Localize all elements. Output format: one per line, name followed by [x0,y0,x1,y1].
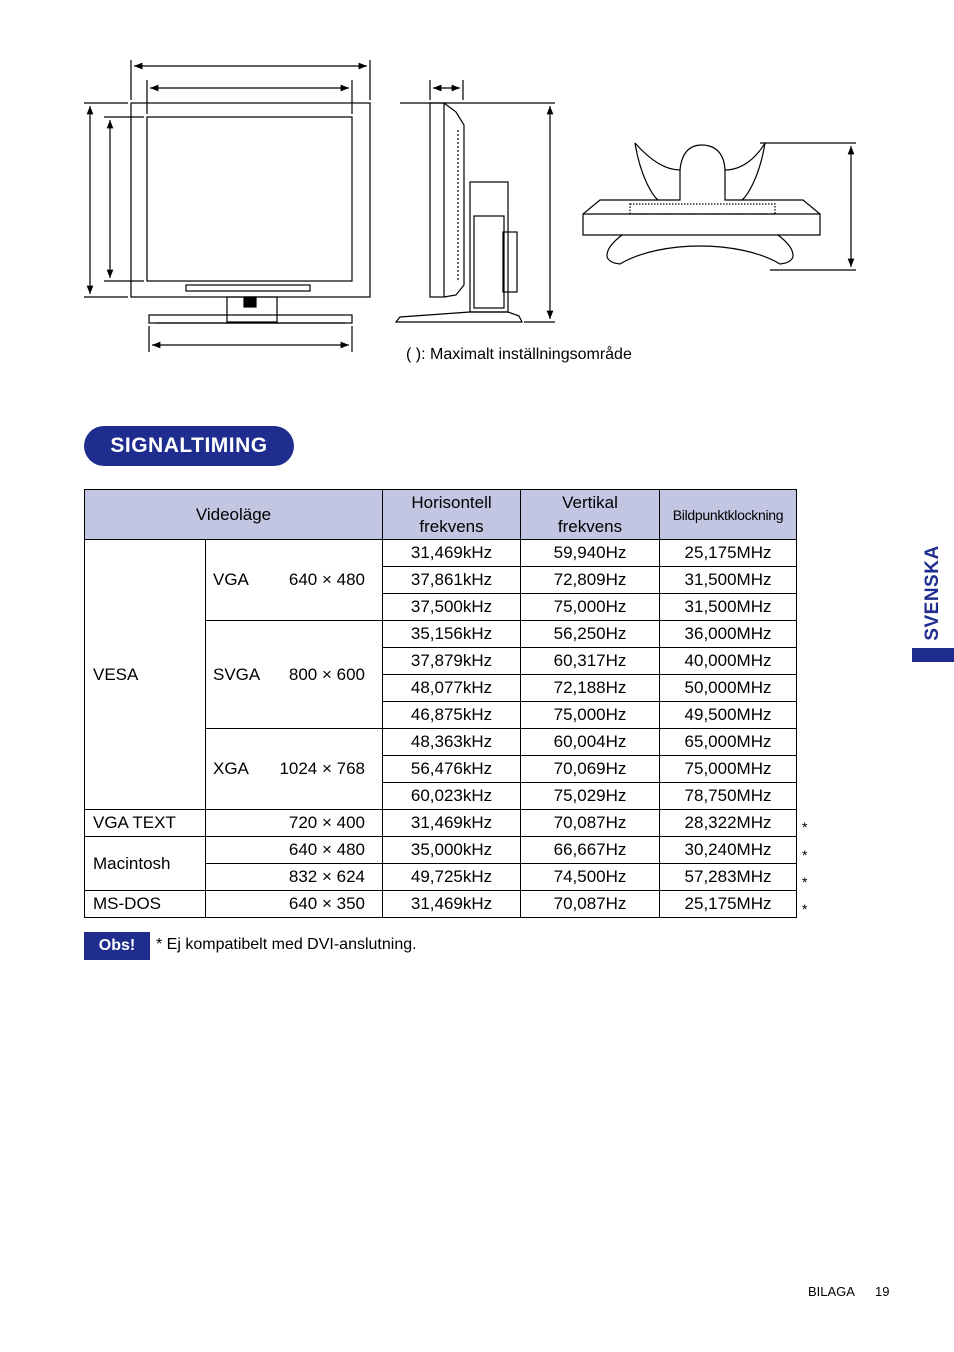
pixel-clock-cell: 65,000MHz [660,729,797,756]
pixel-clock-cell: 50,000MHz [660,675,797,702]
horizontal-frequency-cell: 35,156kHz [383,621,521,648]
note-label: Obs! [84,932,150,960]
table-header-row [85,490,797,540]
vertical-frequency-cell: 70,087Hz [521,810,660,837]
side-view [396,80,555,322]
table-row [85,540,797,567]
horizontal-frequency-cell: 48,363kHz [383,729,521,756]
signal-timing-table [84,489,797,918]
group-cell: Macintosh [85,837,206,891]
horizontal-frequency-cell: 31,469kHz [383,891,521,918]
pixel-clock-cell: 31,500MHz [660,567,797,594]
table-row [85,810,797,837]
header-horizontal-frequency: Horisontell frekvens [383,490,521,540]
vertical-frequency-cell: 66,667Hz [521,837,660,864]
pixel-clock-cell: 75,000MHz [660,756,797,783]
resolution-cell: 640 × 350 [206,891,383,918]
pixel-clock-cell: 31,500MHz [660,594,797,621]
group-cell: VGA TEXT [85,810,206,837]
resolution-cell: 832 × 624 [206,864,383,891]
dvi-asterisk: * [802,901,808,917]
pixel-clock-cell: 25,175MHz [660,891,797,918]
pixel-clock-cell: 25,175MHz [660,540,797,567]
horizontal-frequency-cell: 46,875kHz [383,702,521,729]
page-footer [808,1284,889,1299]
dvi-asterisk: * [802,819,808,835]
language-tab [912,545,954,640]
vertical-frequency-cell: 75,000Hz [521,702,660,729]
table-row [85,837,797,864]
pixel-clock-cell: 40,000MHz [660,648,797,675]
vertical-frequency-cell: 60,004Hz [521,729,660,756]
group-cell: MS-DOS [85,891,206,918]
dvi-asterisk: * [802,847,808,863]
pixel-clock-cell: 49,500MHz [660,702,797,729]
vertical-frequency-cell: 70,069Hz [521,756,660,783]
top-view [583,143,856,270]
horizontal-frequency-cell: 49,725kHz [383,864,521,891]
pixel-clock-cell: 36,000MHz [660,621,797,648]
vertical-frequency-cell: 70,087Hz [521,891,660,918]
vertical-frequency-cell: 75,029Hz [521,783,660,810]
vertical-frequency-cell: 59,940Hz [521,540,660,567]
mode-cell: SVGA 800 × 600 [206,621,383,729]
horizontal-frequency-cell: 37,879kHz [383,648,521,675]
horizontal-frequency-cell: 37,861kHz [383,567,521,594]
section-title: SIGNALTIMING [84,426,294,466]
vertical-frequency-cell: 60,317Hz [521,648,660,675]
header-video-mode: Videoläge [85,490,383,540]
resolution-cell: 720 × 400 [206,810,383,837]
vertical-frequency-cell: 72,809Hz [521,567,660,594]
language-tab-bar [912,648,954,662]
vertical-frequency-cell: 56,250Hz [521,621,660,648]
horizontal-frequency-cell: 31,469kHz [383,540,521,567]
horizontal-frequency-cell: 56,476kHz [383,756,521,783]
horizontal-frequency-cell: 35,000kHz [383,837,521,864]
horizontal-frequency-cell: 48,077kHz [383,675,521,702]
horizontal-frequency-cell: 37,500kHz [383,594,521,621]
mode-cell: XGA 1024 × 768 [206,729,383,810]
header-pixel-clock: Bildpunktklockning [660,490,797,540]
front-view [84,60,370,352]
monitor-dimension-drawings [0,0,954,400]
vertical-frequency-cell: 72,188Hz [521,675,660,702]
resolution-cell: 640 × 480 [206,837,383,864]
group-cell: VESA [85,540,206,810]
language-tab-label: SVENSKA [922,544,943,641]
horizontal-frequency-cell: 31,469kHz [383,810,521,837]
pixel-clock-cell: 28,322MHz [660,810,797,837]
note-text: * Ej kompatibelt med DVI-anslutning. [156,936,417,953]
pixel-clock-cell: 78,750MHz [660,783,797,810]
header-vertical-frequency: Vertikal frekvens [521,490,660,540]
pixel-clock-cell: 30,240MHz [660,837,797,864]
vertical-frequency-cell: 75,000Hz [521,594,660,621]
dvi-asterisk: * [802,874,808,890]
dimension-caption: ( ): Maximalt inställningsområde [406,346,632,363]
horizontal-frequency-cell: 60,023kHz [383,783,521,810]
page-number: 19 [874,1284,890,1299]
vertical-frequency-cell: 74,500Hz [521,864,660,891]
pixel-clock-cell: 57,283MHz [660,864,797,891]
footer-section: BILAGA [808,1284,855,1299]
mode-cell: VGA 640 × 480 [206,540,383,621]
table-row [85,891,797,918]
